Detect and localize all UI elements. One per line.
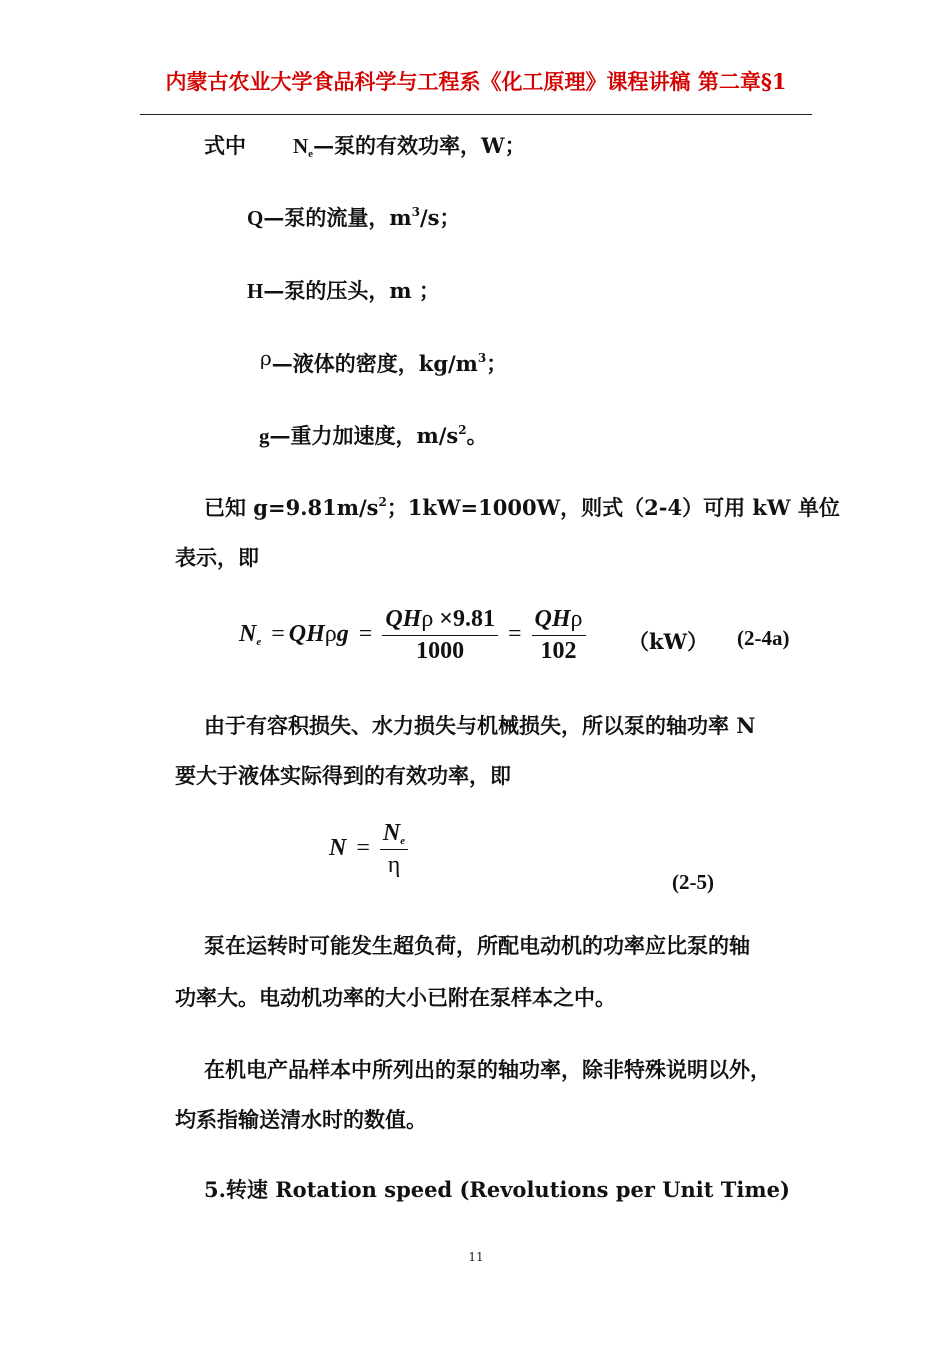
paragraph-3-line-2: 功率大。电动机功率的大小已附在泵样本之中。: [175, 985, 616, 1010]
definition-g: [259, 420, 488, 450]
paragraph-1-line-1: [204, 492, 840, 522]
eq-equals-2: =: [358, 621, 373, 648]
document-header: 内蒙古农业大学食品科学与工程系《化工原理》课程讲稿 第二章§1: [165, 69, 787, 94]
eq-ne-subscript: e: [256, 636, 262, 649]
eq25-numerator: [380, 820, 408, 850]
eq-equals-3: =: [507, 621, 522, 648]
para1-text-a: 已知 g=9.81m/s: [204, 495, 379, 520]
page-number: 11: [468, 1250, 484, 1264]
definition-q: [247, 202, 460, 232]
paragraph-4-line-1: 在机电产品样本中所列出的泵的轴功率，除非特殊说明以外，: [204, 1057, 771, 1082]
para1-superscript: 2: [378, 495, 387, 509]
frac1-denominator: 1000: [416, 638, 465, 664]
rho-description: —液体的密度，kg/m: [271, 351, 478, 376]
eq-rho: ρ: [324, 621, 337, 648]
frac1-numerator: [382, 606, 498, 636]
paragraph-2-line-1: 由于有容积损失、水力损失与机械损失，所以泵的轴功率 N: [204, 713, 756, 738]
equation-2-4a-unit: （kW）: [628, 629, 709, 654]
h-symbol: H: [247, 279, 264, 303]
para1-text-b: ；1kW=1000W，则式（2-4）可用 kW 单位: [386, 495, 840, 520]
frac1-multiplier: ×9.81: [433, 606, 495, 632]
eq-ne-symbol: N: [239, 621, 257, 648]
g-description: —重力加速度，m/s: [269, 423, 459, 448]
rho-tail: ；: [486, 351, 508, 376]
eq-equals-1: =: [271, 621, 285, 648]
eq25-ne-symbol: N: [382, 820, 401, 846]
h-description: —泵的压头，m ；: [263, 278, 440, 303]
paragraph-3-line-1: 泵在运转时可能发生超负荷，所配电动机的功率应比泵的轴: [204, 933, 750, 958]
definition-ne: [293, 130, 526, 160]
eq25-fraction: [380, 820, 408, 879]
ne-description: —泵的有效功率，W；: [313, 133, 526, 158]
eq25-ne-subscript: e: [400, 835, 406, 847]
frac2-rho: ρ: [570, 606, 583, 632]
equation-2-5: [329, 820, 408, 879]
frac2-denominator: 102: [540, 638, 577, 664]
equation-2-5-label: (2-5): [672, 870, 714, 894]
eq25-equals: =: [356, 835, 370, 862]
eq-fraction-2: [532, 606, 586, 665]
paragraph-2-line-2: 要大于液体实际得到的有效功率，即: [175, 763, 511, 788]
eq-g: g: [336, 621, 349, 648]
frac1-rho: ρ: [421, 606, 434, 632]
frac2-numerator: [532, 606, 586, 636]
eq-qh: QH: [288, 621, 325, 648]
g-symbol: g: [259, 424, 270, 448]
ne-symbol: N: [293, 134, 309, 158]
definition-rho: [260, 348, 507, 378]
rho-symbol: ρ: [260, 346, 272, 370]
q-symbol: Q: [247, 206, 264, 230]
frac1-qh: QH: [385, 606, 422, 632]
q-description: —泵的流量，m: [263, 205, 412, 230]
q-tail: /s；: [419, 205, 461, 230]
intro-label: 式中: [204, 133, 246, 158]
q-superscript: 3: [411, 205, 420, 219]
rho-superscript: 3: [477, 351, 487, 365]
definition-intro: [204, 130, 246, 160]
eq25-lhs: N: [329, 835, 347, 862]
equation-2-4a: [239, 606, 586, 665]
header-rule: [140, 114, 812, 115]
g-tail: 。: [466, 423, 488, 448]
ne-subscript: e: [308, 148, 314, 160]
g-superscript: 2: [458, 423, 467, 437]
eq25-denominator: η: [387, 852, 401, 878]
equation-2-4a-label: (2-4a): [737, 626, 790, 650]
definition-h: [247, 275, 440, 305]
paragraph-4-line-2: 均系指输送清水时的数值。: [175, 1107, 427, 1132]
eq-fraction-1: [382, 606, 498, 665]
section-heading: 5.转速 Rotation speed (Revolutions per Unit Time): [204, 1177, 790, 1202]
frac2-qh: QH: [534, 606, 571, 632]
paragraph-1-line-2: 表示，即: [175, 545, 259, 570]
